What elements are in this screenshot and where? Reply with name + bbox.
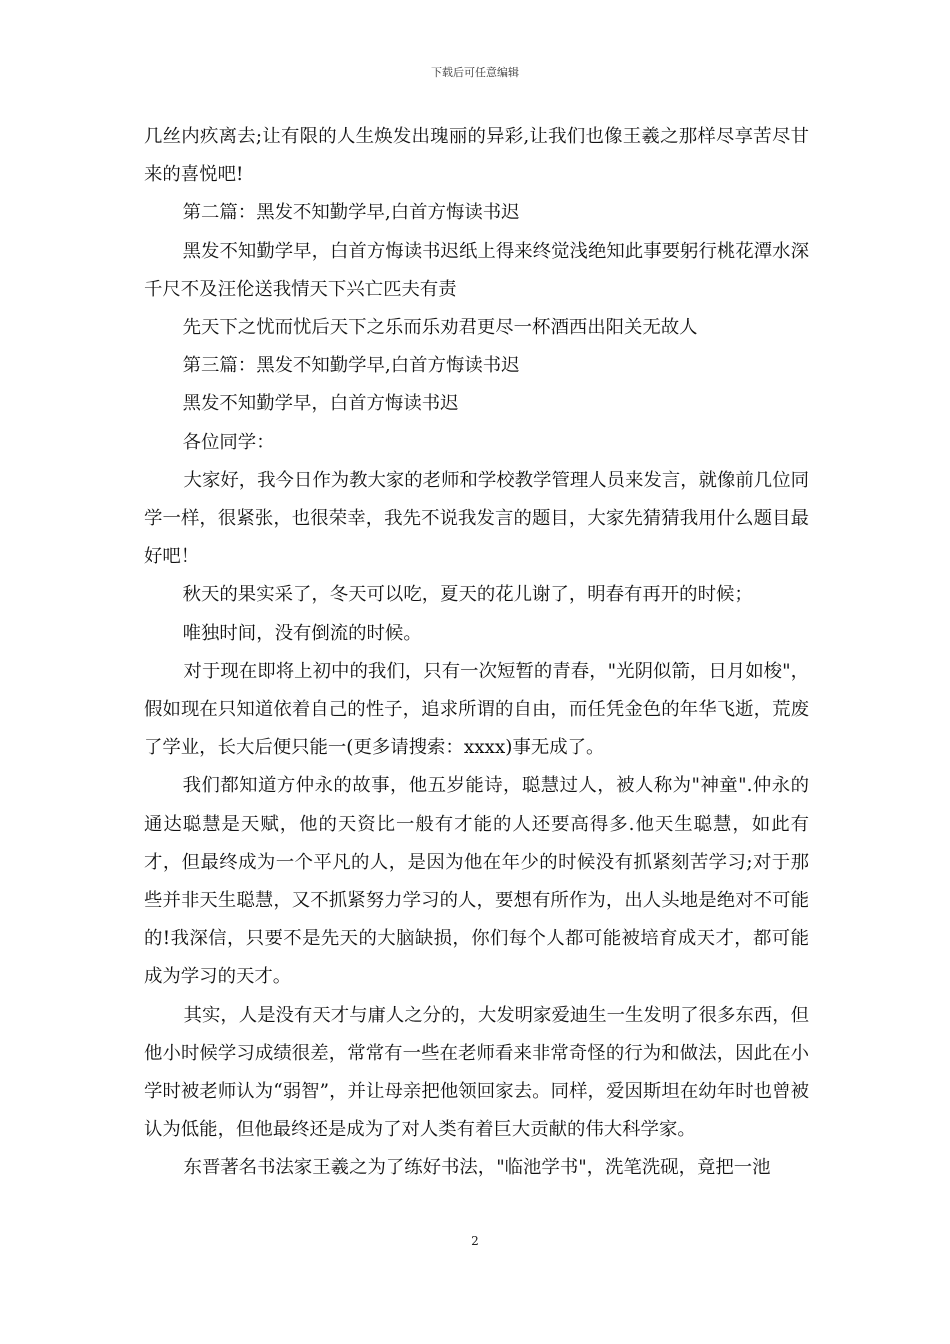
paragraph-intro: 大家好，我今日作为教大家的老师和学校教学管理人员来发言，就像前几位同学一样，很紧张，也很荣幸，我先不说我发言的题目，大家先猜猜我用什么题目最好吧！ — [144, 469, 809, 568]
paragraph-poem-lines-2: 先天下之忧而忧后天下之乐而乐劝君更尽一杯酒西出阳关无故人 — [182, 317, 698, 339]
paragraph-time: 唯独时间，没有倒流的时候。 — [182, 622, 422, 644]
page-number: 2 — [471, 1234, 479, 1248]
section-subtitle: 黑发不知勤学早，白首方悔读书迟 — [182, 393, 459, 415]
paragraph-youth: 对于现在即将上初中的我们，只有一次短暂的青春，"光阴似箭，日月如梭"，假如现在只知道依着自己的性子，追求所谓的自由，而任凭金色的年华飞逝，荒废了学业，长大后便只能一(更多请搜索：xxxx)事无成了。 — [144, 660, 809, 759]
greeting: 各位同学： — [182, 431, 275, 453]
paragraph-autumn: 秋天的果实采了，冬天可以吃，夏天的花儿谢了，明春有再开的时候； — [182, 584, 753, 606]
paragraph-edison: 其实，人是没有天才与庸人之分的，大发明家爱迪生一生发明了很多东西，但他小时候学习成绩很差，常常有一些在老师看来非常奇怪的行为和做法，因此在小学时被老师认为“弱智”，并让母亲把他领回家去。同样，爱因斯坦在幼年时也曾被认为低能，但他最终还是成为了对人类有着巨大贡献的伟大科学家。 — [144, 1004, 809, 1141]
paragraph-fang-zhongyong: 我们都知道方仲永的故事，他五岁能诗，聪慧过人，被人称为"神童".仲永的通达聪慧是天赋，他的天资比一般有才能的人还要高得多.他天生聪慧，如此有才，但最终成为一个平凡的人，是因为他在年少的时候没有抓紧刻苦学习;对于那些并非天生聪慧，又不抓紧努力学习的人，要想有所作为，出人头地是绝对不可能的!我深信，只要不是先天的大脑缺损，你们每个人都可能被培育成天才，都可能成为学习的天才。 — [144, 775, 809, 988]
section-heading-2: 第二篇：黑发不知勤学早,白首方悔读书迟 — [182, 202, 520, 224]
paragraph-poem-lines: 黑发不知勤学早，白首方悔读书迟纸上得来终觉浅绝知此事要躬行桃花潭水深千尺不及汪伦送我情天下兴亡匹夫有责 — [144, 240, 809, 300]
section-heading-3: 第三篇：黑发不知勤学早,白首方悔读书迟 — [182, 355, 520, 377]
header-note: 下载后可任意编辑 — [431, 66, 519, 79]
paragraph-wang-xizhi: 东晋著名书法家王羲之为了练好书法，"临池学书"，洗笔洗砚，竟把一池 — [183, 1157, 771, 1179]
document-body — [144, 118, 809, 1188]
paragraph-continued: 几丝内疚离去;让有限的人生焕发出瑰丽的异彩,让我们也像王羲之那样尽享苦尽甘来的喜悦吧! — [144, 126, 809, 186]
